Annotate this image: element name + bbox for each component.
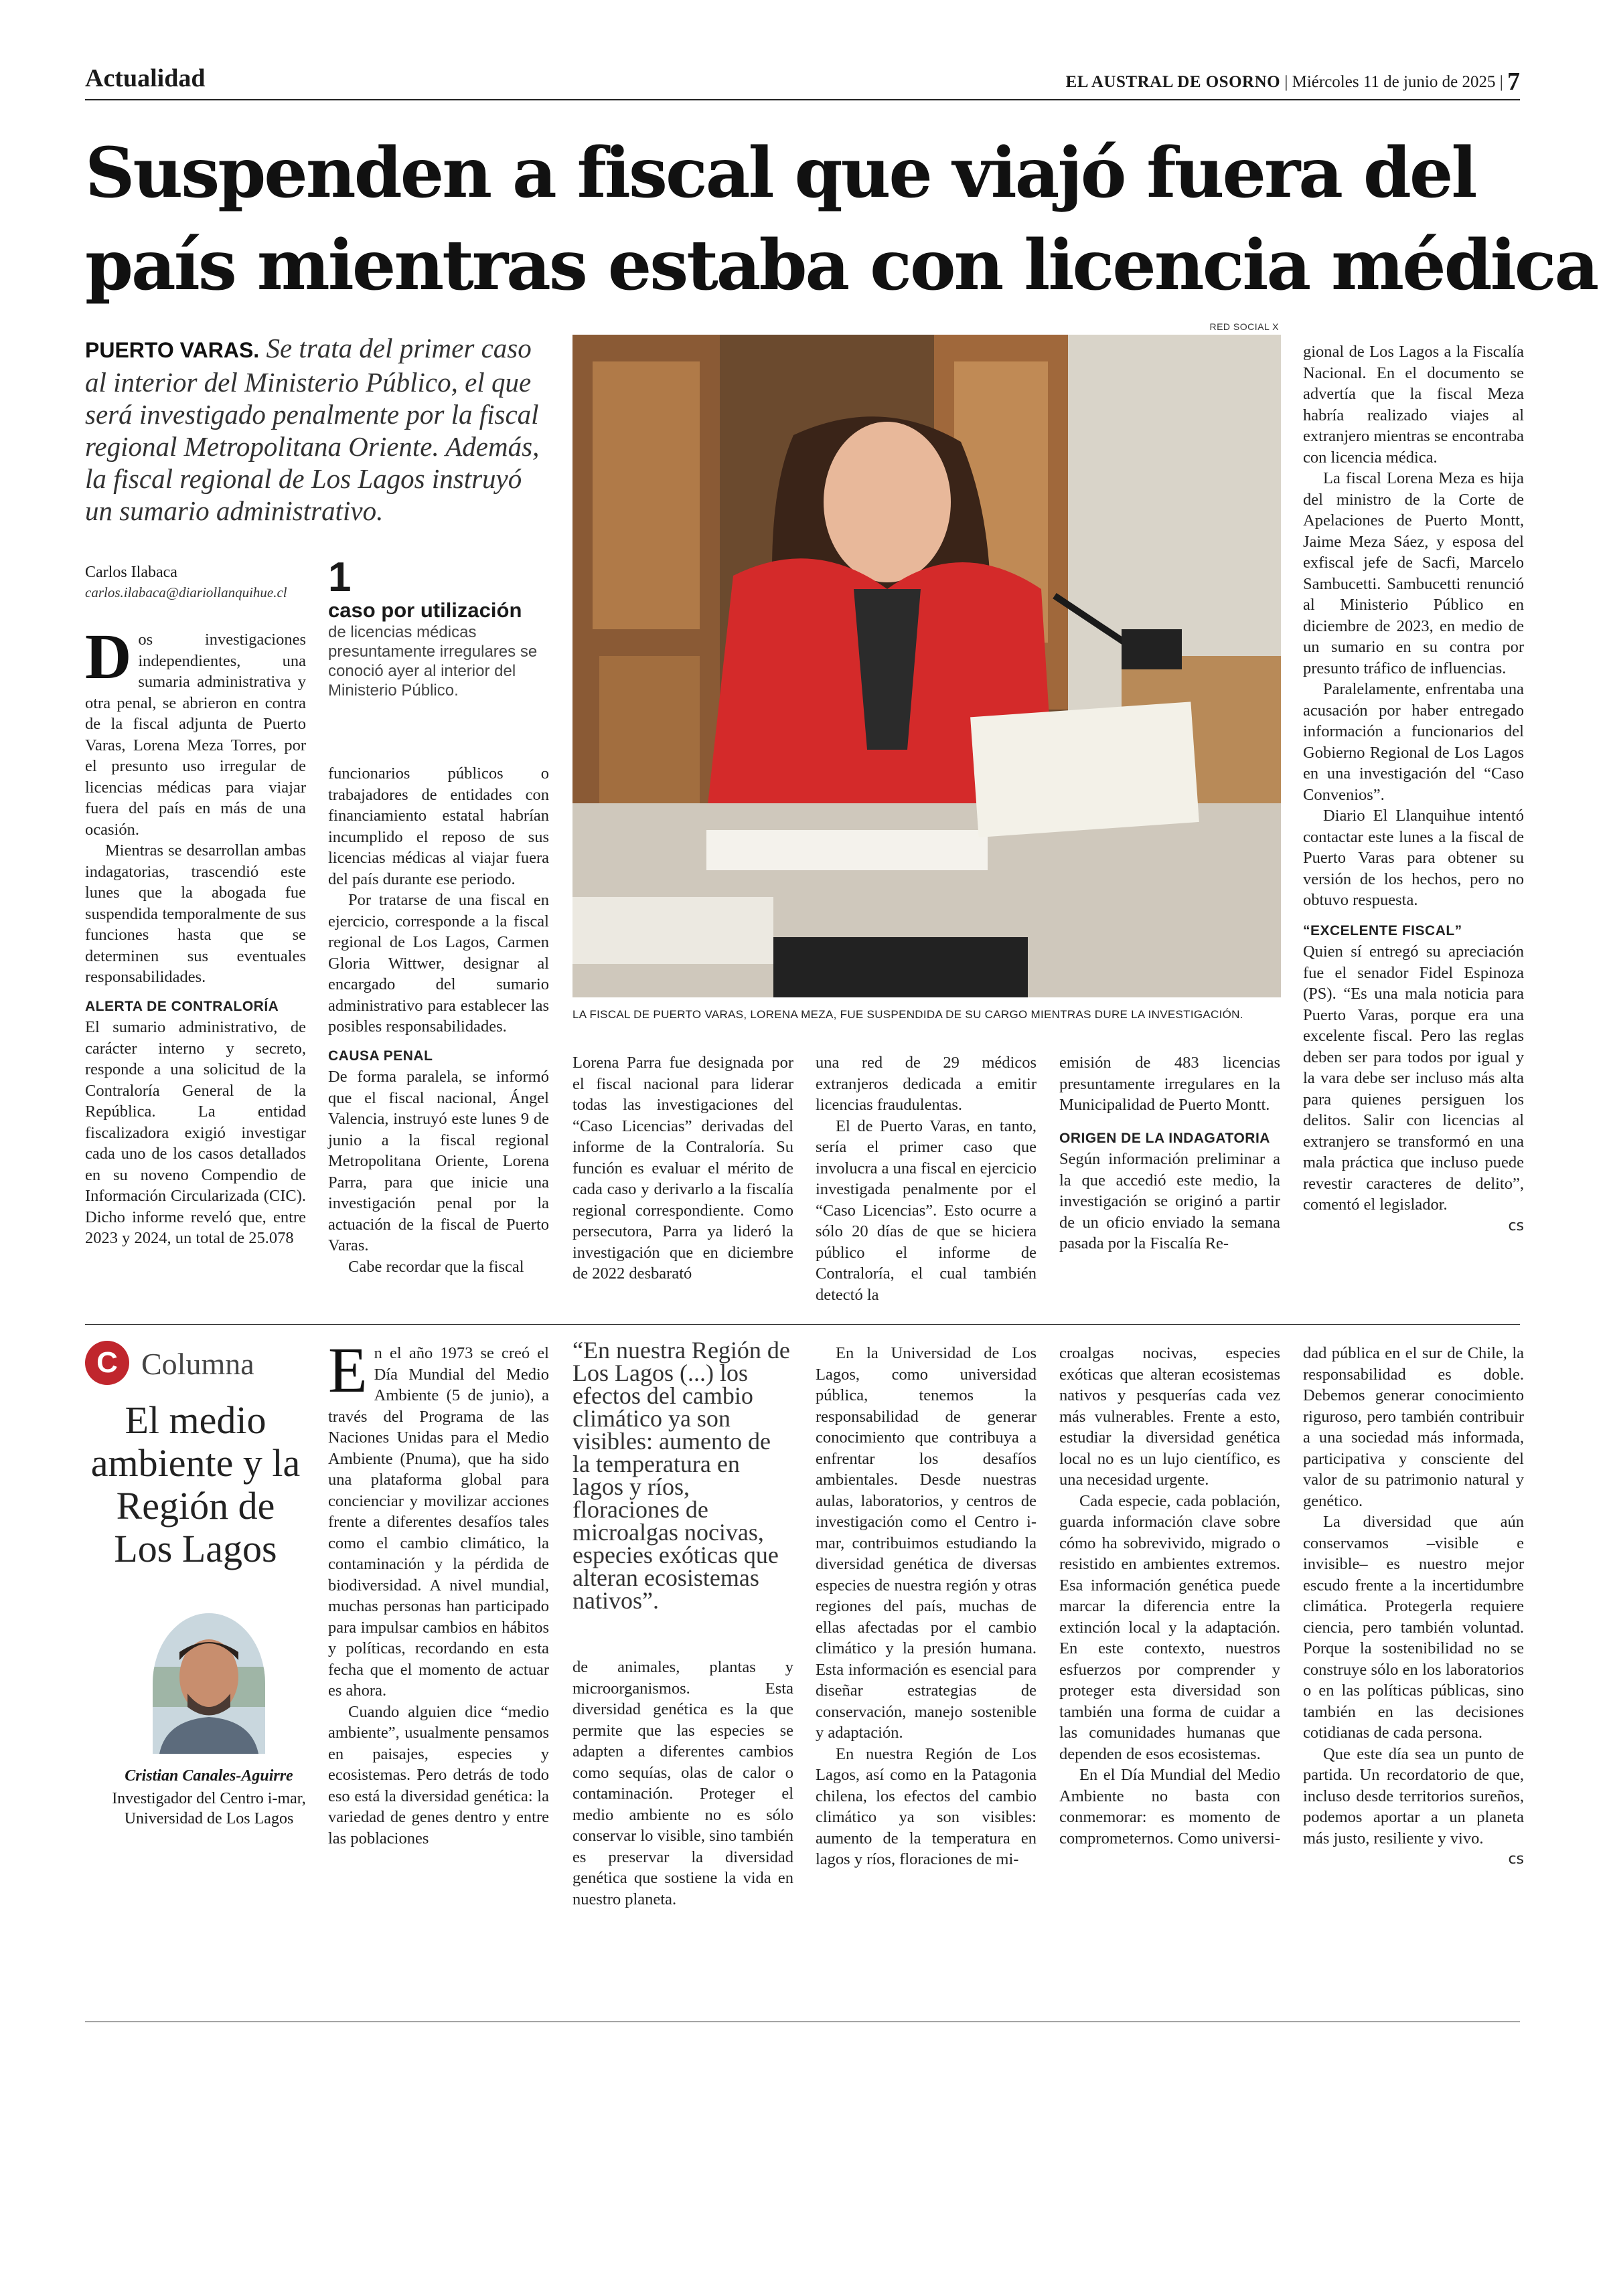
paragraph: Según información preliminar a la que accedió este medio, la investigación se originó a partir de un oficio enviado la semana pasada por la Fiscalía Re- [1059,1150,1280,1252]
lead-text: Se trata del primer caso al interior del Ministerio Público, el que será investigado penalmente por la fiscal regional Metropolitana Oriente. Además, la fiscal regional de Los Lagos instruyó un sumario administrativo. [85,333,540,526]
photo-caption: LA FISCAL DE PUERTO VARAS, LORENA MEZA, FUE SUSPENDIDA DE SU CARGO MIENTRAS DURE LA INVESTIGACIÓN. [572,1008,1243,1021]
paragraph: Cabe recordar que la fiscal [348,1257,524,1276]
paragraph: Diario El Llanquihue intentó contactar este lunes a la fiscal de Puerto Varas para obtener su versión de los hechos, pero no obtuvo respuesta. [1303,807,1524,909]
subhead-origen: ORIGEN DE LA INDAGATORIA [1059,1130,1270,1146]
paragraph: En la Universidad de Los Lagos, como universidad pública, tenemos la responsabilidad de generar conocimiento que contribuya a enfrentar los desafíos ambientales. Desde nuestras aulas, laboratorios, y centros de investigación como el Centro i-mar, contribuimos estudiando la diversidad genética de diversas especies de nuestra región y otras regiones del país, muchas de ellas afectadas por el cambio climático y la presión humana. Esta información es esencial para diseñar estrategias de conservación, manejo sostenible y adaptación. [816,1344,1037,1742]
paragraph: una red de 29 médicos extranjeros dedicada a emitir licencias fraudulentas. [816,1054,1037,1114]
column-author-role: Investigador del Centro i-mar, Universidad de Los Lagos [112,1790,306,1827]
highlight-text: de licencias médicas presuntamente irregulares se conoció ayer al interior del Ministerio Público. [328,623,538,700]
author-email[interactable]: carlos.ilabaca@diariollanquihue.cl [85,584,287,600]
paragraph: De forma paralela, se informó que el fiscal nacional, Ángel Valencia, instruyó este lunes 9 de junio a la fiscal regional Metropolitana Oriente, Lorena Parra, para que inicie una investigación penal por la actuación de la fiscal de Puerto Varas. [328,1068,549,1254]
article-column-3 [572,1052,793,1285]
newspaper-name: EL AUSTRAL DE OSORNO [1065,73,1281,91]
column-text-2 [572,1657,793,1910]
subhead-contraloria: ALERTA DE CONTRALORÍA [85,998,279,1014]
article-column-6 [1303,341,1524,1236]
end-mark-icon: cs [1508,1217,1524,1234]
highlight-number: 1 [328,554,352,600]
section-divider [85,1324,1520,1325]
column-text-4 [1059,1343,1280,1849]
paragraph: Cada especie, cada población, guarda información clave sobre cómo ha sobrevivido, migrado o resistido en ambientes extremos. Esa información genética puede marcar la diferencia entre la extinción local y la adaptación. En este contexto, nuestros esfuerzos por comprender y proteger esta diversidad son también una forma de cuidar a las comunidades humanas que dependen de esos ecosistemas. [1059,1491,1280,1763]
column-author-name: Cristian Canales-Aguirre [125,1767,293,1785]
paragraph: En nuestra Región de Los Lagos, así como en la Patagonia chilena, los efectos del cambio climático ya son visibles: aumento de la temperatura en lagos y ríos, floraciones de mi- [816,1744,1037,1868]
photo-credit: RED SOCIAL X [1209,321,1279,332]
headline-line-2: país mientras estaba con licencia médica [85,225,1598,306]
paragraph: La diversidad que aún conservamos –visible e invisible– es nuestro mejor escudo frente a la incertidumbre climática. Protegerla requiere ciencia, pero también voluntad. Porque la sostenibilidad no se construye sólo en los laboratorios o en las políticas públicas, sino también en las decisiones cotidianas de cada persona. [1303,1513,1524,1742]
column-text-1 [328,1334,549,1849]
paragraph: El de Puerto Varas, en tanto, sería el primer caso que involucra a una fiscal en ejercicio investigada penalmente por el “Caso Licencias”. Esto ocurre a sólo 20 días de que se hiciera público el informe de Contraloría, el cual también detectó la [816,1117,1037,1304]
paragraph: Por tratarse de una fiscal en ejercicio, corresponde a la fiscal regional de Los Lagos, Carmen Gloria Wittwer, designar al encargado del sumario administrativo para establecer las posibles responsabilidades. [328,891,549,1036]
header-rule [85,99,1520,100]
paragraph: En el Día Mundial del Medio Ambiente no basta con conmemorar: es momento de comprometernos. Como universi- [1059,1766,1281,1848]
column-title: El medio ambiente y la Región de Los Lagos [90,1398,301,1570]
column-dropcap: E [328,1334,368,1406]
author-photo [153,1613,265,1754]
subhead-excelente-fiscal: “EXCELENTE FISCAL” [1303,922,1462,938]
paragraph: dad pública en el sur de Chile, la responsabilidad es doble. Debemos generar conocimiento riguroso, pero también contribuir a una sociedad más informada, participativa y consciente del valor de su patrimonio natural y genético. [1303,1344,1524,1510]
column-label [85,1341,353,1394]
headline [85,127,1597,312]
section-title: Actualidad [85,64,206,92]
paragraph: de animales, plantas y microorganismos. Esta diversidad genética es la que permite que las especies se adapten a diferentes cambios como sequías, olas de calor o contaminación. Proteger el medio ambiente no es sólo conservar lo visible, sino también es preservar la diversidad genética que sostiene la vida en nuestro planeta. [572,1658,793,1908]
article-photo [572,335,1281,997]
issue-date: Miércoles 11 de junio de 2025 [1292,73,1496,91]
paragraph: n el año 1973 se creó el Día Mundial del Medio Ambiente (5 de junio), a través del Programa de las Naciones Unidas para el Medio Ambiente (Pnuma), que ha sido una plataforma global para concienciar y movilizar acciones frente a diferentes desafíos tales como el cambio climático, la contaminación y la pérdida de biodiversidad. A nivel mundial, muchas personas han participado para impulsar cambios en hábitos y políticas, recordando en esta fecha que el momento de actuar es ahora. [328,1344,549,1700]
article-column-2 [328,763,549,1277]
paragraph: Quien sí entregó su apreciación fue el senador Fidel Espinoza (PS). “Es una mala noticia para Puerto Varas, porque era una excelente fiscal. Pero las reglas deben ser para todos por igual y la vara debe ser incluso más alta para quienes persiguen los delitos. Salir con licencias al extranjero se transformó en una mala práctica que incluso puede revestir caracteres de delito”, comentó el legislador. [1303,942,1524,1214]
byline [85,562,313,602]
highlight-title: caso por utilización [328,598,522,622]
paragraph: Lorena Parra fue designada por el fiscal nacional para liderar todas las investigaciones del “Caso Licencias” derivadas del informe de la Contraloría. Su función es evaluar el mérito de cada caso y derivarlo a la fiscalía regional correspondiente. Como persecutora, Parra ya lideró la investigación que en diciembre de 2022 desbarató [572,1054,793,1283]
column-text-5 [1303,1343,1524,1870]
subhead-causa-penal: CAUSA PENAL [328,1048,433,1064]
paragraph: os investigaciones independientes, una sumaria administrativa y otra penal, se abrieron en contra de la fiscal adjunta de Puerto Varas, Lorena Meza Torres, por el presunto uso irregular de licencias médicas para viajar fuera del país en más de una ocasión. [85,631,306,839]
paragraph: Cuando alguien dice “medio ambiente”, usualmente pensamos en paisajes, especies y ecosistemas. Pero detrás de todo eso está la diversidad genética: la variedad de genes dentro y entre las poblaciones [328,1702,549,1848]
paragraph: gional de Los Lagos a la Fiscalía Nacional. En el documento se advertía que la fiscal Meza habría realizado viajes al extranjero mientras se encontraba con licencia médica. [1303,343,1524,467]
paragraph: El sumario administrativo, de carácter interno y secreto, responde a una solicitud de la Contraloría General de la República. La entidad fiscalizadora exigió investigar cada uno de los casos detallados en su noveno Compendio de Información Circularizada (CIC). Dicho informe reveló que, entre 2023 y 2024, un total de 25.078 [85,1018,306,1247]
lead-placename: PUERTO VARAS. [85,338,260,362]
pull-quote: “En nuestra Región de Los Lagos (...) los efectos del cambio climático ya son visibles: aumento de la temperatura en lagos y ríos, floraciones de microalgas nocivas, especies exóticas que alteran ecosistemas nativos”. [572,1337,790,1614]
paragraph: Paralelamente, enfrentaba una acusación por haber entregado información a funcionarios del Gobierno Regional de Los Lagos en una investigación del “Caso Convenios”. [1303,680,1524,804]
paragraph: Que este día sea un punto de partida. Un recordatorio de que, incluso desde territorios sureños, podemos aportar a un planeta más justo, resiliente y vivo. [1303,1744,1524,1848]
paragraph: Mientras se desarrollan ambas indagatorias, trascendió este lunes que la abogada fue suspendida temporalmente de sus funciones hasta que se determinen sus eventuales responsabilidades. [85,841,306,986]
lead-paragraph [85,332,547,527]
column-text-3 [816,1343,1037,1870]
paragraph: La fiscal Lorena Meza es hija del ministro de la Corte de Apelaciones de Puerto Montt, Jaime Meza Sáez, y esposa del exfiscal jefe de Sacfi, Marcelo Sambucetti. Sambucetti renunció al Ministerio Público en diciembre de 2023, en medio de un sumario en su contra por presunto tráfico de influencias. [1303,469,1524,677]
page-number: 7 [1507,68,1520,96]
dropcap: D [85,621,132,692]
masthead: EL AUSTRAL DE OSORNO | Miércoles 11 de junio de 2025 | 7 [1065,68,1520,96]
paragraph: emisión de 483 licencias presuntamente irregulares en la Municipalidad de Puerto Montt. [1059,1054,1280,1114]
headline-line-1: Suspenden a fiscal que viajó fuera del [85,133,1476,214]
paragraph: funcionarios públicos o trabajadores de entidades con financiamiento estatal habrían incumplido el reposo de sus licencias médicas al viajar fuera del país durante ese periodo. [328,764,549,888]
article-column-1 [85,621,306,1249]
paragraph: croalgas nocivas, especies exóticas que alteran ecosistemas nativos y pesquerías cada vez más vulnerables. Frente a esto, estudiar la diversidad genética local no es un lujo científico, es una necesidad urgente. [1059,1344,1280,1489]
column-end-mark-icon: cs [1508,1851,1524,1868]
article-column-5 [1059,1052,1280,1254]
column-c-icon: C [85,1341,129,1385]
highlight-box [328,554,549,700]
column-label-text: Columna [141,1347,254,1381]
article-column-4 [816,1052,1037,1305]
author-name: Carlos Ilabaca [85,564,177,581]
